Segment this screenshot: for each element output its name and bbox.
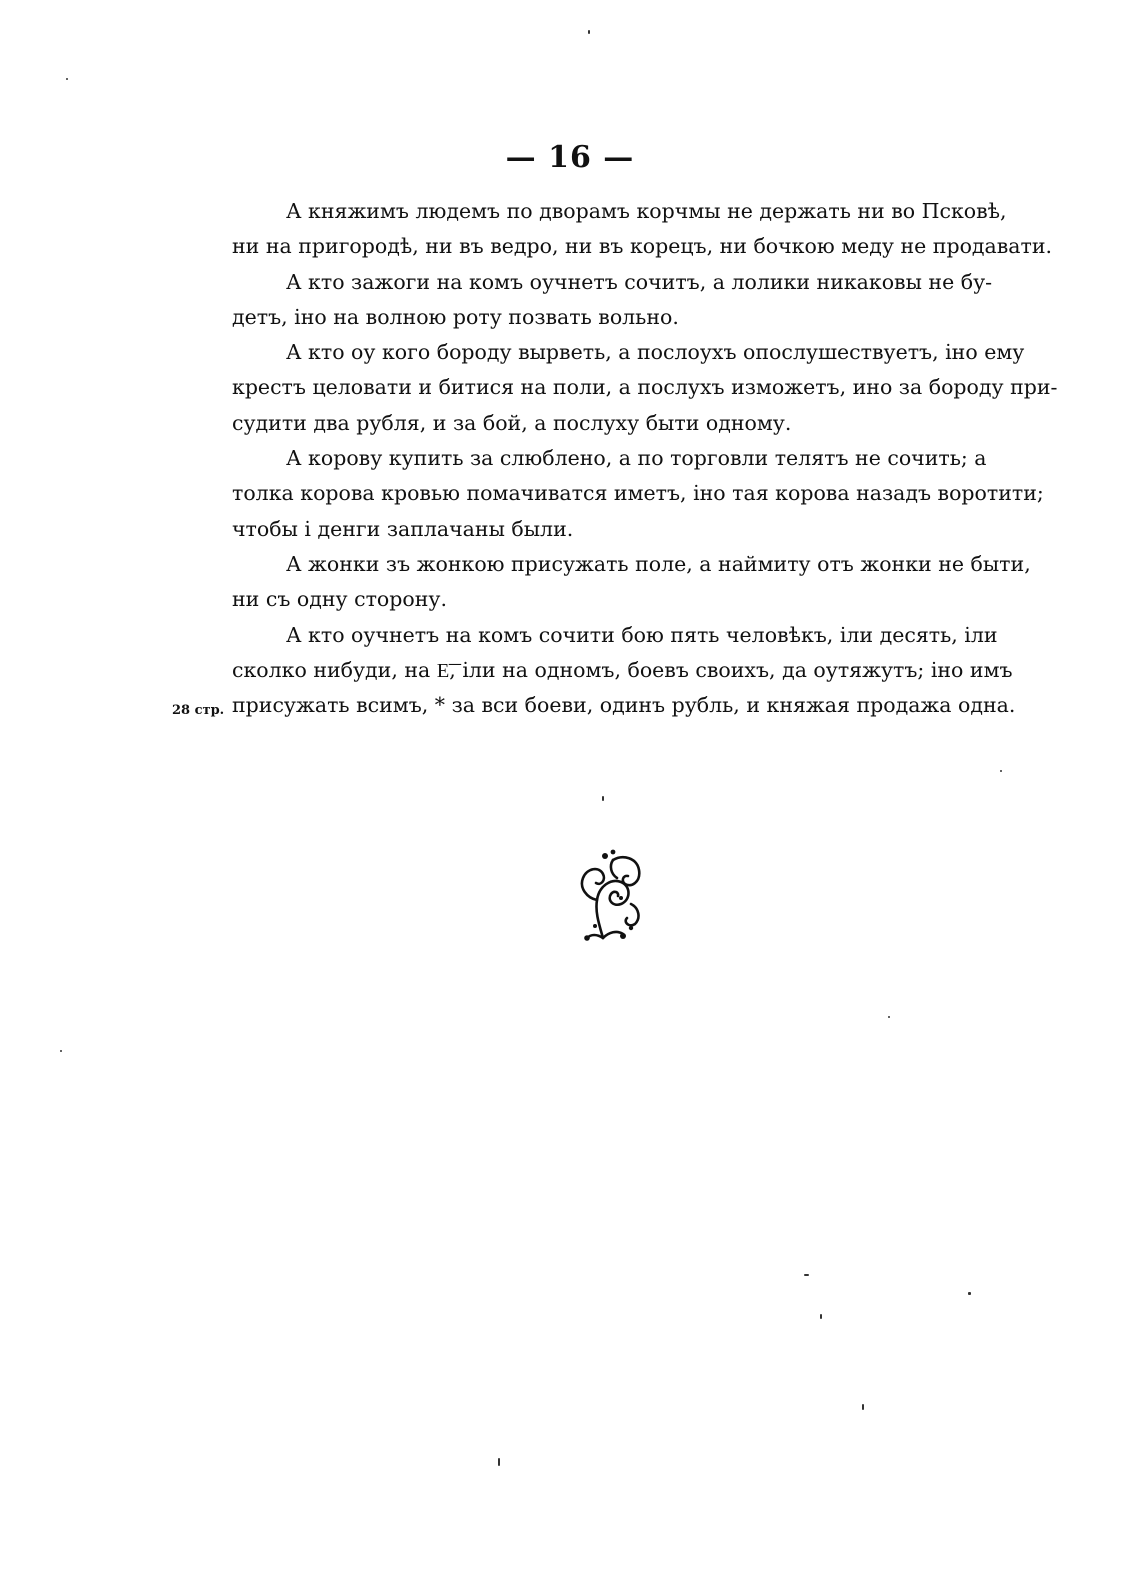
scan-speck: [60, 1050, 62, 1052]
text-line: ни на пригородѣ, ни въ ведро, ни въ корецъ, ни бочкою меду не продавати.: [232, 234, 1053, 259]
scan-speck: [588, 30, 590, 34]
text-line: детъ, іно на волною роту позвать вольно.: [232, 304, 679, 329]
page-number: — 16 —: [505, 140, 635, 175]
paragraph: [232, 265, 993, 336]
text-line: А корову купить за слюблено, а по торговли телятъ не сочить; а: [286, 446, 987, 471]
scan-speck: [820, 1314, 822, 1319]
text-line: толка корова кровью помачиватся иметъ, іно тая корова назадъ воротити;: [232, 481, 1044, 506]
scan-speck: [498, 1458, 500, 1466]
scan-speck: [862, 1404, 864, 1410]
text-line: крестъ целовати и битися на поли, а послухъ изможетъ, ино за бороду при-: [232, 375, 1058, 400]
text-line: сколко нибуди, на Е͞, іли на одномъ, боевъ своихъ, да оутяжутъ; іно имъ: [232, 657, 1013, 682]
text-line: присужать всимъ, * за вси боеви, одинъ рубль, и княжая продажа одна.: [232, 693, 1016, 718]
text-line: А кто оу кого бороду вырветь, а послоухъ опослушествуетъ, іно ему: [286, 340, 1025, 365]
paragraph: [232, 547, 1031, 618]
scan-speck: [602, 796, 604, 801]
text-line: судити два рубля, и за бой, а послуху быти одному.: [232, 410, 792, 435]
text-line: чтобы і денги заплачаны были.: [232, 516, 574, 541]
scan-speck: [804, 1274, 809, 1276]
paragraph: [232, 194, 1053, 265]
scan-speck: [968, 1292, 971, 1295]
paragraph: [232, 441, 1044, 547]
scan-speck: [66, 78, 68, 80]
floral-vignette-icon: [573, 848, 649, 946]
text-line: А кто зажоги на комъ оучнетъ сочитъ, а лолики никаковы не бу-: [286, 269, 993, 294]
scan-speck: [1000, 770, 1002, 772]
margin-note: 28 стр.: [172, 703, 225, 718]
text-line: А кто оучнетъ на комъ сочити бою пять человѣкъ, іли десять, іли: [286, 622, 998, 647]
text-line: А княжимъ людемъ по дворамъ корчмы не держать ни во Псковѣ,: [286, 199, 1007, 223]
text-line: А жонки зъ жонкою присужать поле, а наймиту отъ жонки не быти,: [286, 551, 1031, 576]
paragraph: [232, 335, 1058, 441]
text-line: ни съ одну сторону.: [232, 587, 447, 612]
scan-speck: [888, 1016, 890, 1018]
text-block: [232, 194, 1058, 723]
paragraph: [232, 618, 1016, 724]
